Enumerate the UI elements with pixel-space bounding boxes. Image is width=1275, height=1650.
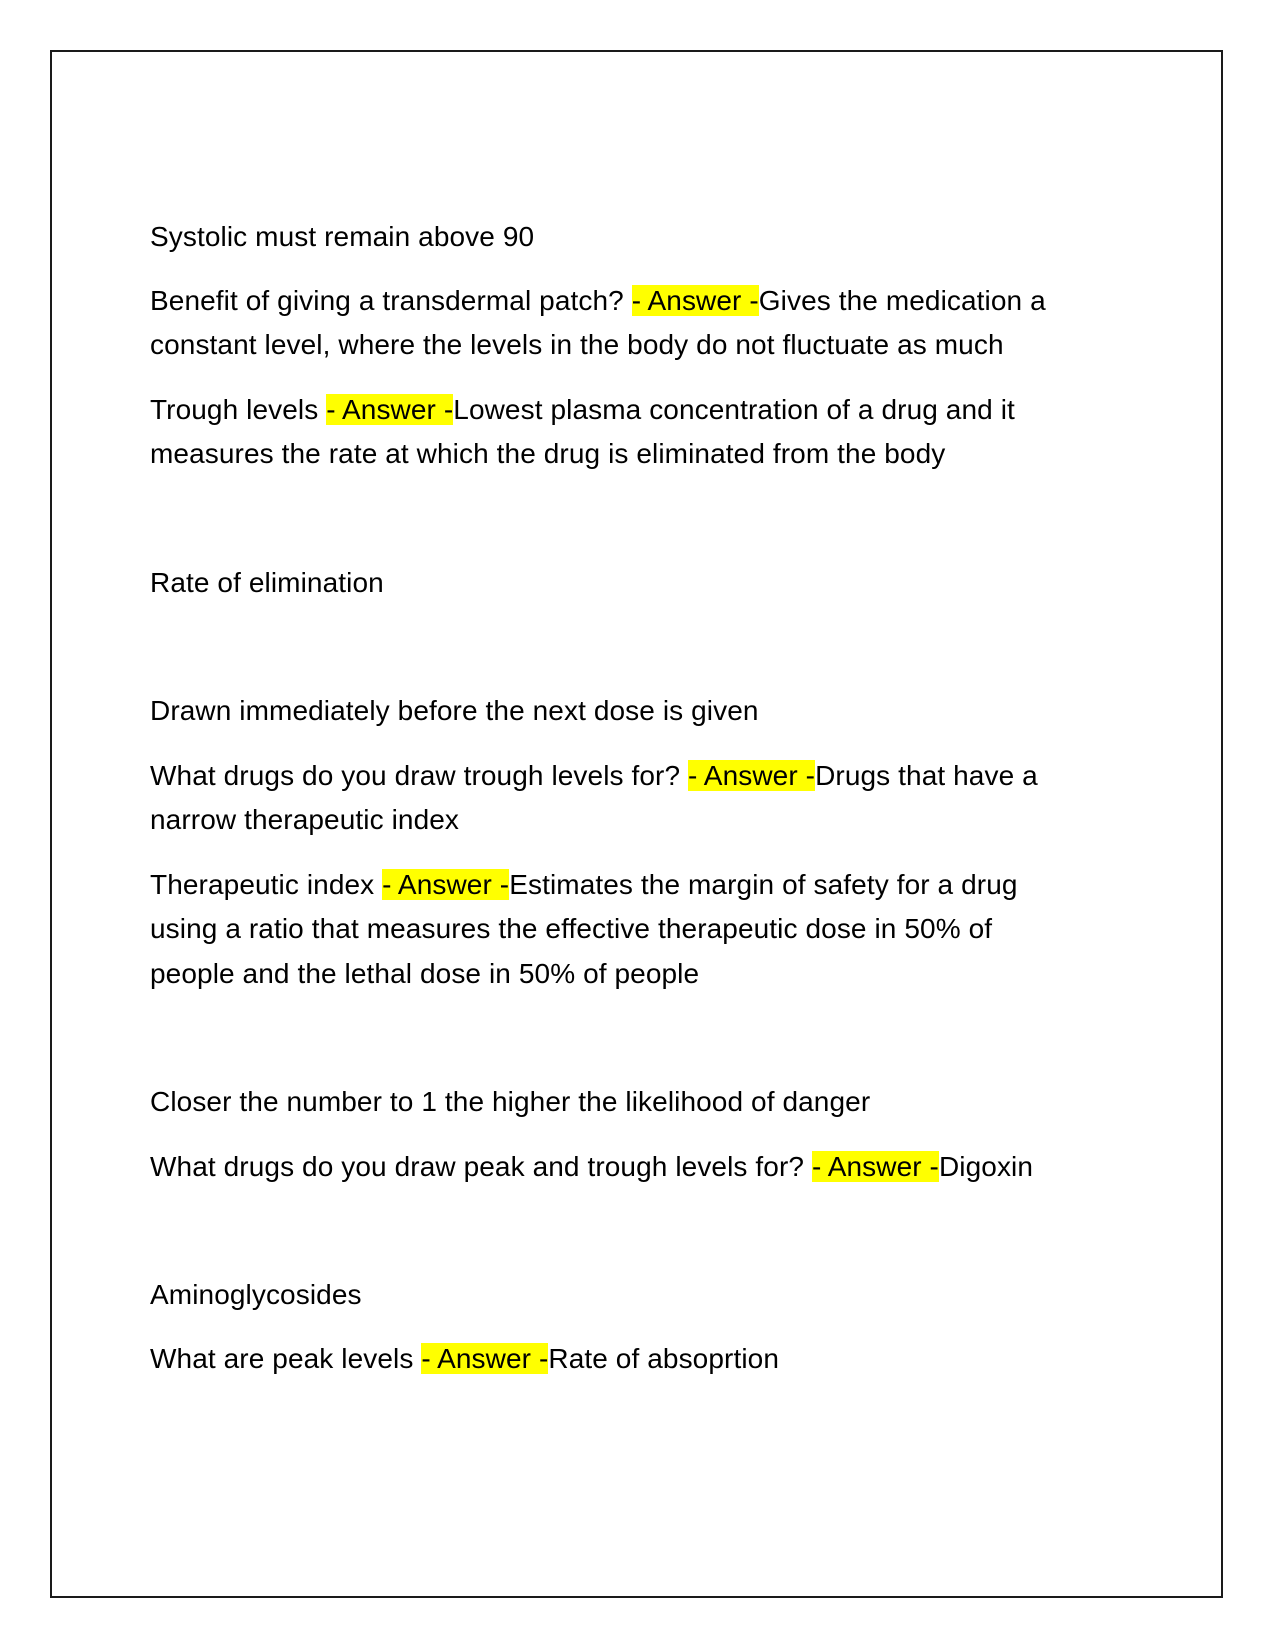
answer-text-continued: narrow therapeutic index: [150, 804, 460, 835]
answer-text: Rate of absoprtion: [548, 1343, 779, 1374]
answer-highlight: - Answer -: [421, 1343, 549, 1374]
answer-text-continued: measures the rate at which the drug is eliminated from the body: [150, 438, 946, 469]
qa-trough-line-2: [150, 431, 945, 477]
note-closer-to-one: [150, 1079, 870, 1125]
answer-highlight: - Answer -: [811, 1151, 939, 1182]
qa-trough-drugs-line-1: [150, 753, 1038, 799]
qa-therapeutic-index-line-2: [150, 906, 992, 952]
qa-transdermal-line-2: [150, 322, 1004, 368]
question-text: What drugs do you draw peak and trough levels for?: [150, 1151, 812, 1182]
question-text: Benefit of giving a transdermal patch?: [150, 285, 632, 316]
qa-trough-drugs-line-2: [150, 797, 459, 843]
question-text: Trough levels: [150, 394, 327, 425]
question-text: What are peak levels: [150, 1343, 422, 1374]
answer-text-continued: using a ratio that measures the effective therapeutic dose in 50% of: [150, 913, 993, 944]
answer-text: Lowest plasma concentration of a drug and it: [453, 394, 1015, 425]
note-text: Rate of elimination: [150, 567, 384, 598]
answer-text: Estimates the margin of safety for a drug: [509, 869, 1018, 900]
note-systolic: [150, 214, 534, 260]
qa-peak-trough-drugs: [150, 1144, 1033, 1190]
qa-trough-line-1: [150, 387, 1015, 433]
answer-text: Drugs that have a: [815, 760, 1038, 791]
question-text: Therapeutic index: [150, 869, 383, 900]
answer-highlight: - Answer -: [382, 869, 510, 900]
note-rate-of-elimination: [150, 560, 384, 606]
qa-therapeutic-index-line-1: [150, 862, 1018, 908]
note-text: Aminoglycosides: [150, 1279, 362, 1310]
qa-transdermal-line-1: [150, 278, 1046, 324]
note-text: Closer the number to 1 the higher the likelihood of danger: [150, 1086, 871, 1117]
note-drawn-before-dose: [150, 688, 759, 734]
qa-therapeutic-index-line-3: [150, 951, 699, 997]
note-text: Drawn immediately before the next dose is given: [150, 695, 759, 726]
note-text: Systolic must remain above 90: [150, 221, 535, 252]
answer-highlight: - Answer -: [688, 760, 816, 791]
answer-text: Digoxin: [938, 1151, 1034, 1182]
answer-text-continued: constant level, where the levels in the body do not fluctuate as much: [150, 329, 1004, 360]
qa-peak-levels: [150, 1336, 779, 1382]
answer-text: Gives the medication a: [758, 285, 1046, 316]
answer-highlight: - Answer -: [326, 394, 454, 425]
note-aminoglycosides: [150, 1272, 362, 1318]
answer-highlight: - Answer -: [631, 285, 759, 316]
question-text: What drugs do you draw trough levels for?: [150, 760, 689, 791]
answer-text-continued: people and the lethal dose in 50% of people: [150, 958, 700, 989]
